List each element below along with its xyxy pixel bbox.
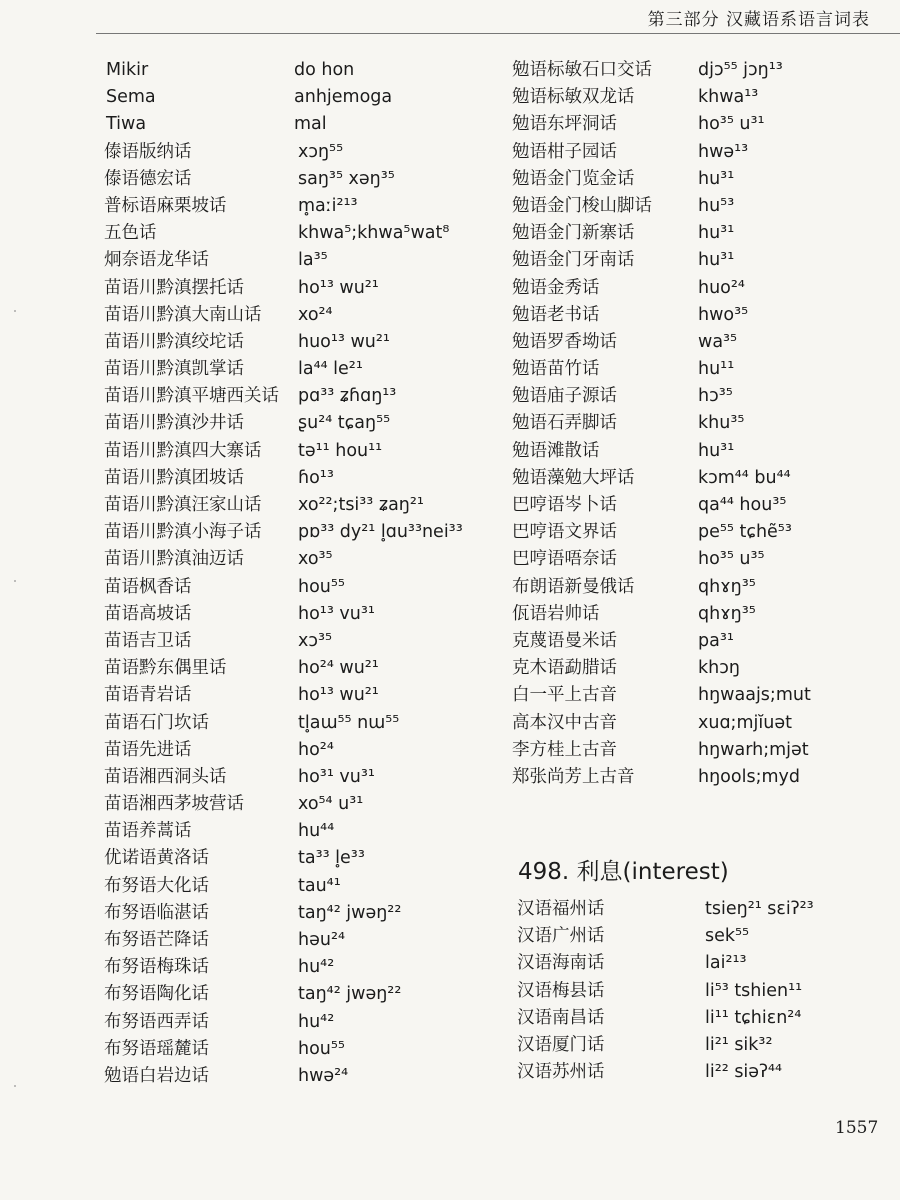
word-entry: [517, 923, 897, 950]
language-name: 苗语川黔滇平塘西关话: [104, 386, 279, 407]
language-name: 五色话: [104, 223, 157, 244]
word-entry: [104, 111, 484, 138]
running-header: 第三部分 汉藏语系语言词表: [647, 10, 870, 30]
language-name: 布努语陶化话: [104, 984, 209, 1005]
language-name: 汉语海南话: [517, 953, 605, 974]
language-name: 傣语版纳话: [104, 141, 192, 162]
language-name: 郑张尚芳上古音: [512, 766, 635, 787]
language-name: 苗语湘西茅坡营话: [104, 794, 244, 815]
word-form: hɔ³⁵: [698, 386, 733, 407]
language-name: 汉语梅县话: [517, 980, 605, 1001]
word-entry: [512, 465, 892, 492]
word-form: djɔ⁵⁵ jɔŋ¹³: [698, 60, 783, 80]
word-form: m̥aːi²¹³: [298, 195, 358, 216]
language-name: Mikir: [106, 60, 149, 80]
word-form: xɔŋ⁵⁵: [298, 141, 344, 162]
scan-mark: [14, 1085, 16, 1087]
word-entry: [104, 927, 484, 954]
word-form: li²¹ sik³²: [705, 1034, 773, 1055]
word-entry: [104, 574, 484, 601]
word-entry: [104, 1036, 484, 1063]
language-name: 巴哼语唔奈话: [512, 549, 617, 570]
word-form: wa³⁵: [698, 331, 738, 352]
word-entry: [104, 791, 484, 818]
language-name: 布努语西弄话: [104, 1011, 209, 1032]
language-name: 布努语芒降话: [104, 930, 209, 950]
word-entry: [104, 465, 484, 492]
language-name: 苗语吉卫话: [104, 630, 192, 651]
word-entry: [512, 546, 892, 573]
word-form: taŋ⁴² jwəŋ²²: [298, 984, 402, 1005]
language-name: 勉语标敏双龙话: [512, 87, 635, 108]
word-form: xo²²;tsi³³ ʑaŋ²¹: [298, 495, 424, 515]
word-entry: [512, 247, 892, 274]
word-form: huo¹³ wu²¹: [298, 331, 390, 352]
word-entry: [104, 84, 484, 111]
language-name: 勉语白岩边话: [104, 1065, 209, 1086]
language-name: 苗语川黔滇汪家山话: [104, 495, 262, 515]
language-name: 勉语标敏石口交话: [512, 60, 652, 80]
scan-mark: [14, 310, 16, 312]
word-entry: [104, 655, 484, 682]
word-entry: [517, 950, 897, 977]
word-form: xuɑ;mjĭuət: [698, 712, 792, 733]
word-form: ho¹³ wu²¹: [298, 685, 379, 706]
word-entry: [512, 492, 892, 519]
word-entry: [512, 438, 892, 465]
language-name: 苗语川黔滇小海子话: [104, 522, 262, 543]
language-name: 勉语苗竹话: [512, 359, 600, 380]
language-name: 苗语高坡话: [104, 603, 192, 624]
word-entry: [104, 900, 484, 927]
word-entry: [512, 574, 892, 601]
word-entry: [104, 764, 484, 791]
language-name: 李方桂上古音: [512, 739, 617, 760]
word-entry: [104, 873, 484, 900]
word-form: xɔ³⁵: [298, 630, 333, 651]
language-name: 汉语苏州话: [517, 1062, 605, 1083]
word-form: tsieŋ²¹ sɛiʔ²³: [705, 899, 814, 919]
word-entry: [517, 978, 897, 1005]
word-form: hu⁵³: [698, 195, 735, 216]
language-name: 苗语川黔滇大南山话: [104, 304, 262, 325]
language-name: 布努语梅珠话: [104, 957, 209, 978]
language-name: 巴哼语岑卜话: [512, 495, 617, 515]
word-entry: [104, 1063, 484, 1090]
word-entry: [104, 1009, 484, 1036]
language-name: 苗语枫香话: [104, 576, 192, 597]
word-form: hŋwaajs;mut: [698, 685, 811, 706]
word-form: hou⁵⁵: [298, 576, 345, 597]
word-form: pa³¹: [698, 630, 734, 651]
header-rule: [96, 33, 900, 34]
word-form: do hon: [294, 60, 355, 80]
word-form: hu⁴²: [298, 957, 335, 978]
word-entry: [512, 710, 892, 737]
word-entry: [104, 193, 484, 220]
language-name: 汉语南昌话: [517, 1007, 605, 1028]
word-form: ho¹³ wu²¹: [298, 277, 379, 298]
word-form: ho³⁵ u³⁵: [698, 549, 765, 570]
word-entry: [512, 628, 892, 655]
language-name: 苗语川黔滇摆托话: [104, 277, 244, 298]
language-name: 克木语勐腊话: [512, 658, 617, 679]
word-entry: [104, 275, 484, 302]
word-form: sek⁵⁵: [705, 926, 750, 947]
language-name: 勉语庙子源话: [512, 386, 617, 407]
word-form: khɔŋ: [698, 658, 740, 679]
word-entry: [517, 896, 897, 923]
word-form: hu³¹: [698, 250, 735, 271]
word-entry: [104, 356, 484, 383]
word-entry: [512, 682, 892, 709]
word-entry: [512, 764, 892, 791]
language-name: 苗语川黔滇油迈话: [104, 549, 244, 570]
language-name: 苗语石门坎话: [104, 712, 209, 733]
language-name: 优诺语黄洛话: [104, 848, 209, 869]
language-name: 苗语青岩话: [104, 685, 192, 706]
language-name: 炯奈语龙华话: [104, 250, 209, 271]
word-entry: [104, 710, 484, 737]
word-entry: [512, 601, 892, 628]
language-name: 苗语川黔滇四大寨话: [104, 440, 262, 461]
word-entry: [104, 247, 484, 274]
left-column: [104, 57, 484, 1090]
language-name: 克蔑语曼米话: [512, 630, 617, 651]
word-entry: [512, 84, 892, 111]
language-name: 苗语川黔滇沙井话: [104, 413, 244, 434]
word-entry: [104, 845, 484, 872]
word-entry: [104, 601, 484, 628]
word-entry: [512, 383, 892, 410]
right-column: [512, 57, 892, 791]
language-name: 勉语金秀话: [512, 277, 600, 298]
language-name: 勉语柑子园话: [512, 141, 617, 162]
word-entry: [104, 329, 484, 356]
word-form: qa⁴⁴ hou³⁵: [698, 495, 787, 515]
word-entry: [104, 519, 484, 546]
word-entry: [512, 655, 892, 682]
word-entry: [104, 954, 484, 981]
language-name: 勉语罗香坳话: [512, 331, 617, 352]
scan-mark: [14, 580, 16, 582]
section-title: 498. 利息(interest): [518, 859, 729, 885]
word-entry: [104, 383, 484, 410]
word-form: hwə¹³: [698, 141, 749, 162]
word-entry: [104, 492, 484, 519]
word-entry: [104, 410, 484, 437]
language-name: 佤语岩帅话: [512, 603, 600, 624]
word-form: ho³⁵ u³¹: [698, 114, 765, 135]
language-name: 苗语川黔滇凯掌话: [104, 359, 244, 380]
word-form: ho³¹ vu³¹: [298, 766, 375, 787]
word-entry: [517, 1032, 897, 1059]
word-form: ho²⁴ wu²¹: [298, 658, 379, 679]
language-name: 勉语石弄脚话: [512, 413, 617, 434]
word-form: mal: [294, 114, 327, 135]
word-entry: [104, 302, 484, 329]
word-form: həu²⁴: [298, 930, 345, 950]
word-form: pɑ³³ ʑɦɑŋ¹³: [298, 386, 397, 407]
word-form: la³⁵: [298, 250, 328, 271]
word-entry: [104, 682, 484, 709]
language-name: 勉语金门览金话: [512, 168, 635, 189]
word-entry: [517, 1005, 897, 1032]
word-form: hu³¹: [698, 440, 735, 461]
language-name: 苗语黔东偶里话: [104, 658, 227, 679]
language-name: 勉语老书话: [512, 304, 600, 325]
word-form: hu⁴²: [298, 1011, 335, 1032]
word-form: khu³⁵: [698, 413, 745, 434]
word-form: hwə²⁴: [298, 1065, 349, 1086]
word-entry: [104, 438, 484, 465]
word-entry: [104, 139, 484, 166]
word-form: taŋ⁴² jwəŋ²²: [298, 902, 402, 923]
language-name: 苗语养蒿话: [104, 821, 192, 842]
language-name: 普标语麻栗坡话: [104, 195, 227, 216]
word-form: kɔm⁴⁴ bu⁴⁴: [698, 467, 791, 488]
word-entry: [512, 139, 892, 166]
language-name: 布努语大化话: [104, 875, 209, 896]
word-entry: [512, 166, 892, 193]
word-form: tə¹¹ hou¹¹: [298, 440, 383, 461]
language-name: 布朗语新曼俄话: [512, 576, 635, 597]
word-form: ta³³ l̥e³³: [298, 848, 365, 869]
word-form: khwa⁵;khwa⁵wat⁸: [298, 223, 450, 244]
word-entry: [104, 166, 484, 193]
word-form: ʂu²⁴ tɕaŋ⁵⁵: [298, 413, 391, 434]
language-name: 苗语先进话: [104, 739, 192, 760]
word-form: hŋwarh;mjət: [698, 739, 809, 760]
word-form: pɒ³³ dy²¹ l̥ɑu³³nei³³: [298, 522, 463, 543]
word-form: la⁴⁴ le²¹: [298, 359, 363, 380]
language-name: 布努语瑶麓话: [104, 1038, 209, 1059]
word-form: hu¹¹: [698, 359, 735, 380]
word-entry: [517, 1059, 897, 1086]
word-entry: [104, 220, 484, 247]
word-entry: [512, 737, 892, 764]
language-name: 高本汉中古音: [512, 712, 617, 733]
word-form: hu³¹: [698, 223, 735, 244]
word-entry: [104, 546, 484, 573]
word-entry: [512, 111, 892, 138]
word-form: hu³¹: [698, 168, 735, 189]
word-entry: [104, 628, 484, 655]
language-name: 巴哼语文界话: [512, 522, 617, 543]
language-name: Tiwa: [106, 114, 147, 135]
word-entry: [512, 410, 892, 437]
language-name: 白一平上古音: [512, 685, 617, 706]
word-form: xo³⁵: [298, 549, 333, 570]
word-form: pe⁵⁵ tɕhẽ⁵³: [698, 522, 792, 543]
language-name: 勉语金门梭山脚话: [512, 195, 652, 216]
language-name: Sema: [106, 87, 156, 108]
section-entry-list: [517, 896, 897, 1086]
word-form: khwa¹³: [698, 87, 759, 108]
word-entry: [512, 220, 892, 247]
word-form: li⁵³ tshien¹¹: [705, 980, 803, 1001]
word-form: hŋools;myd: [698, 766, 800, 787]
language-name: 汉语福州话: [517, 899, 605, 919]
language-name: 苗语川黔滇绞坨话: [104, 331, 244, 352]
word-form: lai²¹³: [705, 953, 747, 974]
word-entry: [104, 981, 484, 1008]
word-entry: [512, 57, 892, 84]
word-form: hwo³⁵: [698, 304, 749, 325]
word-form: ho²⁴: [298, 739, 334, 760]
page-number: 1557: [835, 1118, 879, 1138]
language-name: 汉语广州话: [517, 926, 605, 947]
language-name: 苗语川黔滇团坡话: [104, 467, 244, 488]
language-name: 汉语厦门话: [517, 1034, 605, 1055]
word-form: huo²⁴: [698, 277, 745, 298]
word-form: hu⁴⁴: [298, 821, 335, 842]
language-name: 勉语金门新寨话: [512, 223, 635, 244]
word-form: ɦo¹³: [298, 467, 334, 488]
word-form: anhjemoga: [294, 87, 393, 108]
word-form: li¹¹ tɕhiɛn²⁴: [705, 1007, 802, 1028]
language-name: 勉语金门牙南话: [512, 250, 635, 271]
word-form: tl̥aɯ⁵⁵ nɯ⁵⁵: [298, 712, 400, 733]
word-form: saŋ³⁵ xəŋ³⁵: [298, 168, 395, 189]
word-form: tau⁴¹: [298, 875, 341, 896]
word-entry: [512, 356, 892, 383]
language-name: 布努语临湛话: [104, 902, 209, 923]
language-name: 勉语藻勉大坪话: [512, 467, 635, 488]
language-name: 傣语德宏话: [104, 168, 192, 189]
word-form: xo⁵⁴ u³¹: [298, 794, 364, 815]
word-entry: [512, 275, 892, 302]
word-form: qhɤŋ³⁵: [698, 603, 756, 624]
word-form: li²² siəʔ⁴⁴: [705, 1062, 783, 1083]
word-form: ho¹³ vu³¹: [298, 603, 375, 624]
word-entry: [104, 57, 484, 84]
language-name: 勉语东坪洞话: [512, 114, 617, 135]
word-form: qhɤŋ³⁵: [698, 576, 756, 597]
language-name: 勉语滩散话: [512, 440, 600, 461]
word-form: xo²⁴: [298, 304, 333, 325]
word-form: hou⁵⁵: [298, 1038, 345, 1059]
word-entry: [512, 193, 892, 220]
word-entry: [512, 329, 892, 356]
word-entry: [512, 302, 892, 329]
language-name: 苗语湘西洞头话: [104, 766, 227, 787]
word-entry: [104, 818, 484, 845]
word-entry: [104, 737, 484, 764]
word-entry: [512, 519, 892, 546]
